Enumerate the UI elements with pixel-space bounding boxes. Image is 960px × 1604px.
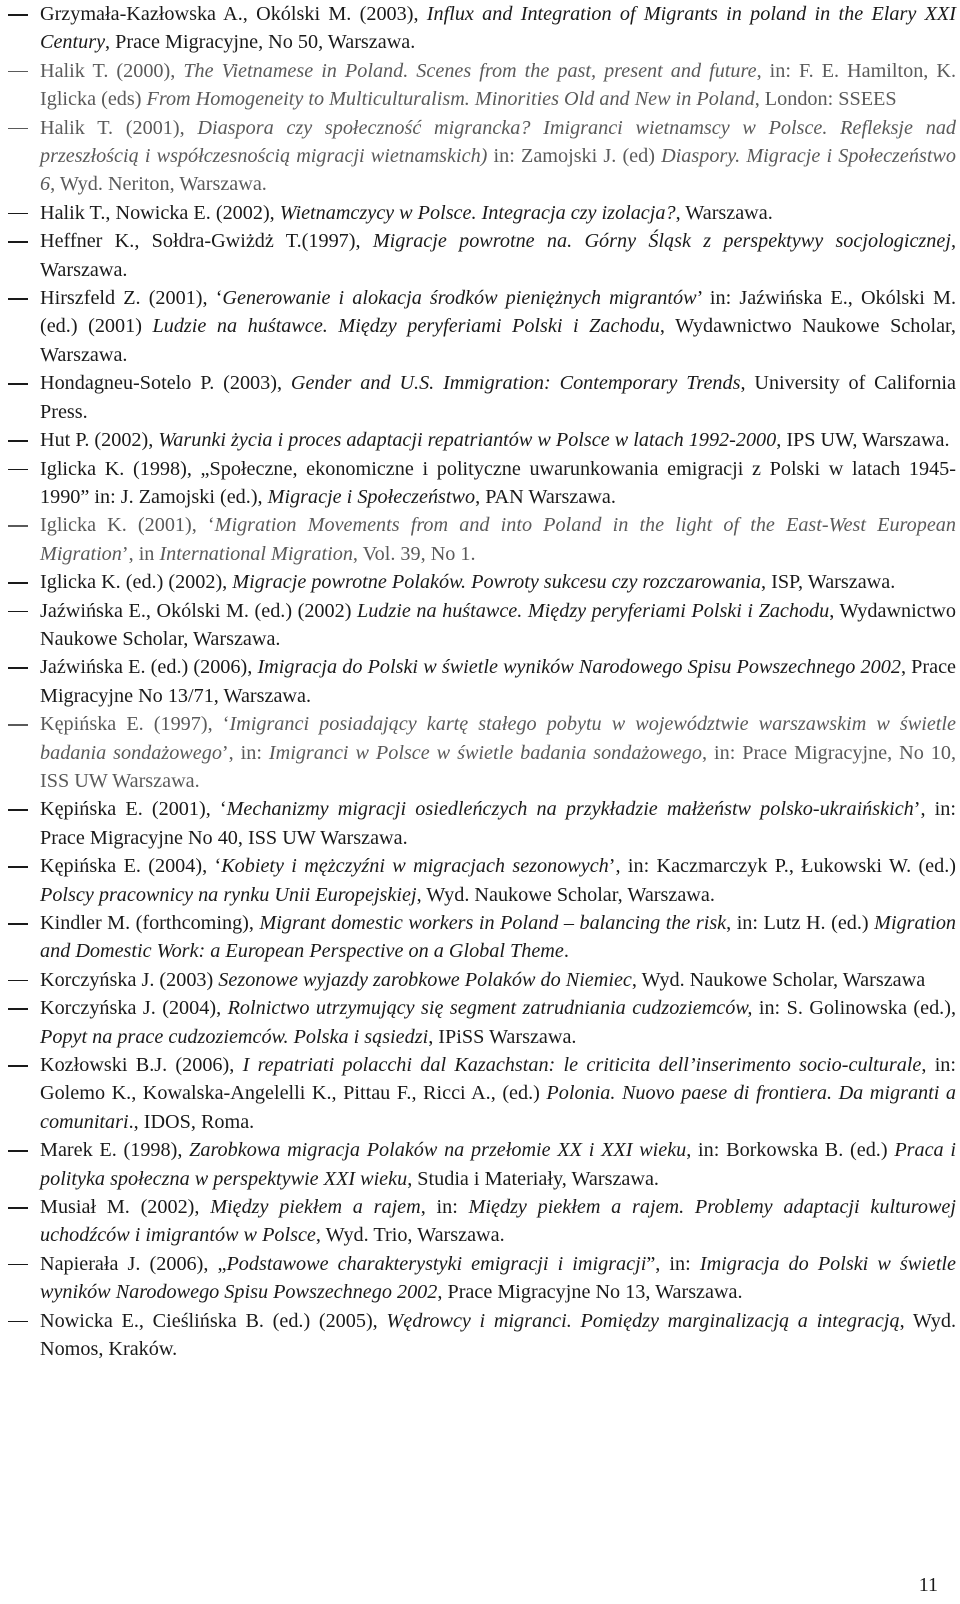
reference-text: , University of California Press. (40, 372, 957, 423)
reference-item (8, 966, 956, 994)
reference-text: . (563, 940, 569, 963)
reference-list (8, 0, 956, 1364)
reference-title-text: Migrant domestic workers in Poland – balancing the risk (259, 912, 727, 934)
reference-title-text: Między piekłem a rajem. Problemy adaptacji kulturowej uchodźców i imigrantów w Polsce (40, 1196, 956, 1247)
reference-text: in: Zamojski J. (ed) (487, 145, 662, 168)
reference-item (8, 199, 956, 227)
reference-title-text: Imigracja do Polski w świetle wyników Narodowego Spisu Powszechnego 2002 (257, 656, 901, 679)
reference-text: ”, in: (646, 1252, 700, 1275)
reference-text: , Wyd. Neriton, Warszawa. (50, 173, 267, 196)
reference-title-text: International Migration (159, 542, 353, 565)
reference-text: Heffner K., Sołdra-Gwiżdż T.(1997), (40, 230, 373, 253)
reference-title-text: Imigranci w Polsce w świetle badania sondażowego (268, 741, 703, 764)
reference-text: , Vol. 39, No 1. (352, 542, 476, 565)
reference-title-text: Migration and Domestic Work: a European Perspective on a Global Theme (40, 912, 957, 963)
reference-title-text: Migration Movements from and into Poland in the light of the East-West European Migration (40, 514, 956, 565)
reference-title-text: From Homogeneity to Multiculturalism. Minorities Old and New in Poland (146, 88, 755, 111)
reference-title-text: Influx and Integration of Migrants in poland in the Elary XXI Century (40, 3, 956, 54)
reference-text: Grzymała-Kazłowska A., Okólski M. (2003), (40, 3, 427, 25)
reference-text: , ISP, Warszawa. (761, 571, 896, 594)
reference-text: Kępińska E. (1997), ‘ (40, 713, 230, 736)
reference-text: , Wyd. Naukowe Scholar, Warszawa. (416, 883, 715, 906)
reference-text: , Wyd. Naukowe Scholar, Warszawa (631, 968, 926, 991)
reference-item (8, 568, 956, 596)
reference-text: , Wyd. Nomos, Kraków. (40, 1309, 956, 1361)
reference-text: Iglicka K. (1998), „Społeczne, ekonomiczne i polityczne uwarunkowania emigracji z Polski w latach 1945-1990” in: J. Zamojski (ed.), (40, 457, 956, 508)
reference-text: , Studia i Materiały, Warszawa. (407, 1167, 659, 1190)
reference-text: , in: (420, 1196, 469, 1219)
reference-title-text: Mechanizmy migracji osiedleńczych na przykładzie małżeństw polsko-ukraińskich (226, 798, 914, 821)
reference-title-text: Sezonowe wyjazdy zarobkowe Polaków do Niemiec (218, 968, 632, 991)
reference-item (8, 227, 956, 284)
reference-text: , Prace Migracyjne, No 50, Warszawa. (105, 31, 416, 54)
reference-text: Hut P. (2002), (40, 429, 159, 452)
reference-item (8, 852, 956, 909)
reference-item (8, 114, 956, 199)
reference-text: , Wydawnictwo Naukowe Scholar, Warszawa. (40, 315, 956, 366)
reference-text: , Prace Migracyjne No 13/71, Warszawa. (40, 656, 956, 707)
reference-title-text: Warunki życia i proces adaptacji repatriantów w Polsce w latach 1992-2000 (158, 429, 777, 452)
reference-title-text: Gender and U.S. Immigration: Contemporary Trends (290, 372, 741, 395)
reference-item (8, 455, 956, 512)
reference-text: ’ in: Jaźwińska E., Okólski M. (ed.) (2001) (40, 287, 956, 338)
reference-text: in: S. Golinowska (ed.), (752, 997, 956, 1020)
reference-title-text: Generowanie i alokacja środków pieniężnych migrantów (222, 287, 697, 310)
reference-text: , Prace Migracyjne No 13, Warszawa. (437, 1281, 743, 1304)
reference-text: , Wyd. Trio, Warszawa. (315, 1224, 505, 1247)
reference-text: , London: SSEES (754, 88, 897, 111)
reference-text: Jaźwińska E., Okólski M. (ed.) (2002) (40, 599, 357, 622)
reference-title-text: Zarobkowa migracja Polaków na przełomie XX i XXI wieku (189, 1139, 687, 1162)
reference-title-text: Polscy pracownicy na rynku Unii Europejskiej (40, 883, 417, 906)
reference-title-text: Popyt na prace cudzoziemców. Polska i sąsiedzi (40, 1025, 429, 1048)
reference-item (8, 994, 956, 1051)
reference-title-text: Ludzie na huśtawce. Między peryferiami Polski i Zachodu (152, 315, 660, 338)
reference-text: Kindler M. (forthcoming), (40, 912, 260, 934)
reference-title-text: The Vietnamese in Poland. Scenes from the past, present and future (183, 59, 757, 82)
reference-title-text: Migracje i Społeczeństwo (267, 485, 476, 508)
reference-text: Iglicka K. (2001), ‘ (40, 514, 215, 537)
reference-text: Iglicka K. (ed.) (2002), (40, 571, 233, 594)
reference-text: Kępińska E. (2001), ‘ (40, 798, 227, 821)
reference-text: , Warszawa. (40, 230, 956, 281)
reference-text: Marek E. (1998), (40, 1139, 190, 1162)
reference-text: Korczyńska J. (2004), (40, 997, 228, 1020)
reference-text: ’, in: Prace Migracyjne No 40, ISS UW Warszawa. (40, 798, 956, 849)
reference-text: , in: Golemo K., Kowalska-Angelelli K., Pittau F., Ricci A., (ed.) (40, 1054, 957, 1105)
reference-item (8, 795, 956, 852)
reference-item (8, 1193, 956, 1250)
reference-text: , in: Prace Migracyjne, No 10, ISS UW Warszawa. (40, 741, 956, 792)
reference-title-text: Polonia. Nuovo paese di frontiera. Da migranti a comunitari (40, 1082, 956, 1133)
reference-title-text: Praca i polityka społeczna w perspektywie XXI wieku (40, 1139, 956, 1190)
reference-text: , IPiSS Warszawa. (428, 1025, 577, 1048)
reference-text: Halik T. (2001), (40, 116, 198, 139)
reference-text: Kępińska E. (2004), ‘ (40, 855, 222, 878)
reference-text: Musiał M. (2002), (40, 1196, 211, 1219)
reference-title-text: Imigranci posiadający kartę stałego pobytu w województwie warszawskim w świetle badania sondażowego (40, 713, 956, 764)
reference-item (8, 1250, 956, 1307)
reference-text: , Wydawnictwo Naukowe Scholar, Warszawa. (40, 599, 956, 650)
reference-text: Halik T. (2000), (40, 59, 184, 82)
reference-item (8, 710, 956, 795)
reference-text: Halik T., Nowicka E. (2002), (40, 201, 280, 224)
reference-title-text: Podstawowe charakterystyki emigracji i imigracji (226, 1252, 647, 1275)
reference-item (8, 597, 956, 654)
reference-text: Kozłowski B.J. (2006), (40, 1054, 243, 1077)
reference-text: Korczyńska J. (2003) (40, 968, 219, 991)
reference-title-text: Wędrowcy i migranci. Pomiędzy marginalizacją a integracją (386, 1309, 900, 1332)
reference-title-text: Rolnictwo utrzymujący się segment zatrudniania cudzoziemców, (227, 997, 753, 1020)
reference-text: ’, in: (221, 741, 269, 764)
reference-item (8, 0, 956, 57)
reference-text: Jaźwińska E. (ed.) (2006), (40, 656, 258, 679)
reference-text: , IPS UW, Warszawa. (776, 429, 950, 452)
page-number: 11 (918, 1574, 938, 1596)
reference-item (8, 511, 956, 568)
reference-item (8, 57, 956, 114)
reference-text: ’, in (121, 542, 160, 565)
reference-title-text: Diaspory. Migracje i Społeczeństwo 6 (40, 145, 956, 196)
reference-text: , in: F. E. Hamilton, K. Iglicka (eds) (40, 59, 957, 111)
reference-title-text: Kobiety i mężczyźni w migracjach sezonowych (221, 855, 609, 878)
reference-title-text: Migracje powrotne na. Górny Śląsk z perspektywy socjologicznej (372, 230, 951, 253)
reference-title-text: I repatriati polacchi dal Kazachstan: le criticita dell’inserimento socio-culturale (242, 1054, 922, 1077)
reference-text: Napierała J. (2006), „ (40, 1252, 227, 1275)
reference-title-text: Imigracja do Polski w świetle wyników Narodowego Spisu Powszechnego 2002 (40, 1252, 957, 1304)
reference-title-text: Ludzie na huśtawce. Między peryferiami Polski i Zachodu (356, 599, 830, 622)
reference-text: , in: Lutz H. (ed.) (726, 912, 875, 934)
reference-item (8, 1136, 956, 1193)
reference-text: Hirszfeld Z. (2001), ‘ (40, 287, 223, 310)
reference-text: ’, in: Kaczmarczyk P., Łukowski W. (ed.) (608, 855, 957, 878)
reference-item (8, 1051, 956, 1136)
reference-text: , Warszawa. (675, 201, 773, 224)
reference-title-text: Diaspora czy społeczność migrancka? Imigranci wietnamscy w Polsce. Refleksje nad przeszłością i współczesnością migracji wietnamskich) (40, 116, 957, 168)
reference-text: ., IDOS, Roma. (128, 1110, 255, 1133)
reference-item (8, 369, 956, 426)
reference-title-text: Wietnamczycy w Polsce. Integracja czy izolacja? (279, 201, 676, 224)
reference-title-text: Migracje powrotne Polaków. Powroty sukcesu czy rozczarowania (232, 571, 762, 594)
reference-text: , PAN Warszawa. (475, 485, 616, 508)
reference-text: Nowicka E., Cieślińska B. (ed.) (2005), (40, 1309, 387, 1332)
reference-text: Hondagneu-Sotelo P. (2003), (40, 372, 291, 395)
reference-item (8, 284, 956, 369)
reference-item (8, 426, 956, 454)
reference-item (8, 1307, 956, 1364)
reference-item (8, 653, 956, 710)
reference-title-text: Między piekłem a rajem (210, 1196, 421, 1219)
reference-text: , in: Borkowska B. (ed.) (686, 1139, 895, 1162)
reference-item (8, 909, 956, 966)
